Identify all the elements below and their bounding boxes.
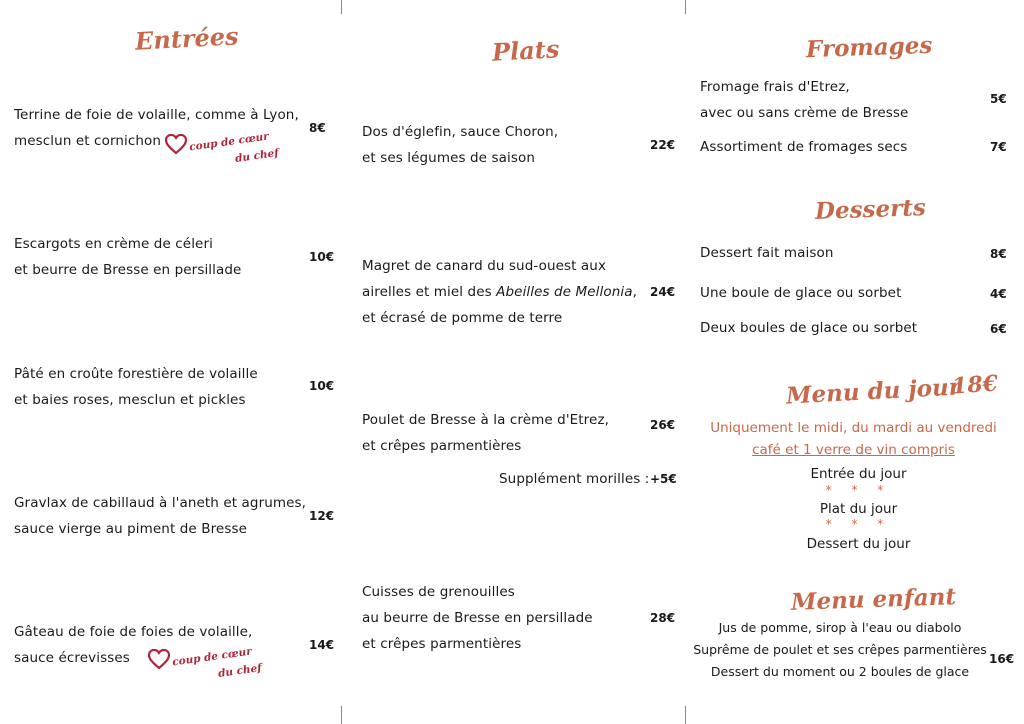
plats-heading: Plats [491,34,561,67]
menu-enfant-heading: Menu enfant [790,583,957,616]
dish-price: 7€ [990,140,1007,154]
dish-price: 10€ [309,250,335,264]
column-divider-top-2 [685,0,686,14]
dish-price: 26€ [650,418,676,432]
menu-du-jour-note: Uniquement le midi, du mardi au vendredi [710,420,997,436]
dish-price: 24€ [650,285,676,299]
dish-text: Fromage frais d'Etrez, avec ou sans crème de Bresse [700,79,909,121]
menu-enfant-dessert: Dessert du moment ou 2 boules de glace [710,664,970,679]
dish-price: 8€ [309,121,326,135]
menu-du-jour-note-underlined: café et 1 verre de vin compris [752,442,955,458]
desserts-heading: Desserts [814,194,927,225]
column-divider-bottom-2 [685,706,686,724]
dish-price: 12€ [309,509,335,523]
dish-price: 14€ [309,638,335,652]
badge-line1: coup de cœur [188,130,270,154]
dish-price: 6€ [990,322,1007,336]
menu-enfant-drink: Jus de pomme, sirop à l'eau ou diabolo [718,620,962,635]
menu-enfant-main: Suprême de poulet et ses crêpes parmentières [693,642,987,657]
fromages-heading: Fromages [805,31,933,64]
dish-text: Deux boules de glace ou sorbet [700,320,918,336]
dish-price: 4€ [990,287,1007,301]
badge-line2: du chef [217,662,263,680]
menu-du-jour-plat: Plat du jour [819,501,898,517]
dish-price: 28€ [650,611,676,625]
menu-du-jour-heading: Menu du jour [785,373,962,410]
dish-text: Cuisses de grenouilles au beurre de Bresse en persillade et crêpes parmentières [362,584,593,652]
heart-icon [165,134,187,154]
dish-text: Dos d'églefin, sauce Choron, et ses légumes de saison [362,124,559,166]
dish-text: Terrine de foie de volaille, comme à Lyon, mesclun et cornichon [14,107,299,149]
dish-text: Gâteau de foie de foies de volaille, sauce écrevisses [14,624,253,666]
dish-price: 5€ [990,92,1007,106]
coup-de-coeur-badge [165,130,280,174]
menu-du-jour-price: 18€ [951,370,999,400]
column-divider-top-1 [341,0,342,14]
dish-price: 8€ [990,247,1007,261]
separator-stars: * * * [825,483,892,497]
entrees-heading: Entrées [134,21,240,56]
menu-du-jour-dessert: Dessert du jour [806,536,911,552]
badge-line1: coup de cœur [171,645,253,669]
dish-text: Assortiment de fromages secs [700,139,908,155]
badge-line2: du chef [234,147,280,165]
dish-price: 22€ [650,138,676,152]
coup-de-coeur-badge-2 [148,645,263,689]
dish-text: Une boule de glace ou sorbet [700,285,902,301]
dish-price: 10€ [309,379,335,393]
dish-text: Pâté en croûte forestière de volaille et baies roses, mesclun et pickles [14,366,258,408]
menu-enfant-price: 16€ [989,652,1015,666]
dish-text: Gravlax de cabillaud à l'aneth et agrumes, sauce vierge au piment de Bresse [14,495,307,537]
heart-icon [148,649,170,669]
supplement-price: +5€ [650,472,677,486]
dish-text: Escargots en crème de céleri et beurre de Bresse en persillade [14,236,242,278]
dish-text: Poulet de Bresse à la crème d'Etrez, et crêpes parmentières [362,412,610,454]
separator-stars: * * * [825,517,892,531]
dish-text: Magret de canard du sud-ouest aux airelles et miel des Abeilles de Mellonia, et écrasé de pomme de terre [362,258,638,326]
dish-text: Dessert fait maison [700,245,834,261]
supplement-label: Supplément morilles : [499,471,650,487]
column-divider-bottom-1 [341,706,342,724]
menu-du-jour-entree: Entrée du jour [810,466,907,482]
